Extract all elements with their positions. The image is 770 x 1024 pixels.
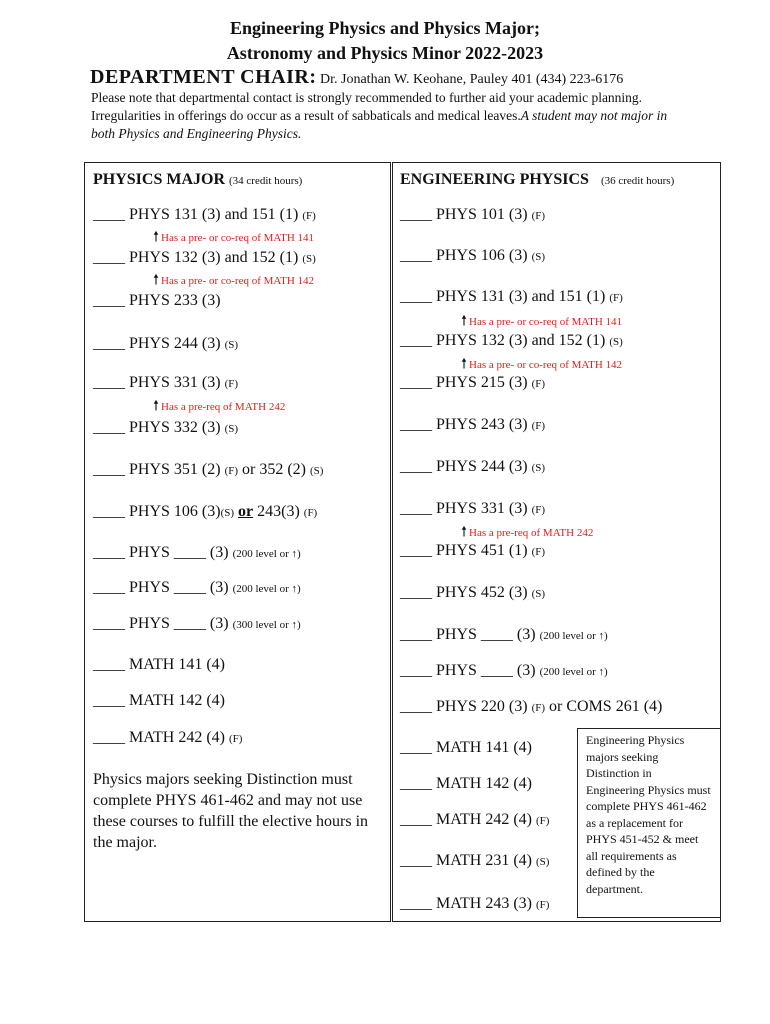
semester: (F) <box>609 292 623 304</box>
up-arrow-icon: 🠕 <box>461 314 468 329</box>
physics-course-14 <box>93 729 242 747</box>
course-text: ____ PHYS 131 (3) and 151 (1) <box>400 288 610 305</box>
physics-course-9 <box>93 544 301 562</box>
eng-course-4 <box>400 332 623 350</box>
physics-course-7 <box>93 461 323 479</box>
semester: (F) <box>531 504 546 516</box>
physics-course-2 <box>93 249 316 267</box>
physics-course-4 <box>93 335 238 353</box>
course-text: ____ PHYS 243 (3) <box>400 416 532 433</box>
course-text: ____ PHYS 101 (3) <box>400 206 532 223</box>
course-text: ____ PHYS ____ (3) <box>93 579 233 596</box>
semester: (F) <box>224 378 239 390</box>
physics-note-2 <box>153 269 314 293</box>
semester: (S) <box>531 588 546 600</box>
eng-course-6 <box>400 416 545 434</box>
semester: (F) <box>531 702 546 714</box>
course-text: ____ PHYS ____ (3) <box>400 626 540 643</box>
semester: (F) <box>302 210 316 222</box>
eng-course-5 <box>400 374 545 392</box>
eng-course-11 <box>400 626 608 644</box>
course-text-alt: 243(3) <box>253 503 304 520</box>
up-arrow-icon: 🠕 <box>461 357 468 372</box>
course-text: ____ MATH 142 (4) <box>93 692 225 709</box>
physics-major-heading <box>93 171 302 189</box>
note-text: Please note that departmental contact is strongly recommended to further aid your academic planning. Irregularities in offerings do occur as a result of sabbaticals and medical leaves. <box>91 90 643 123</box>
physics-course-13 <box>93 692 225 710</box>
physics-credits: (34 credit hours) <box>229 175 303 187</box>
course-text: ____ MATH 141 (4) <box>93 656 225 673</box>
semester: (F) <box>531 546 546 558</box>
course-text: ____ PHYS 233 (3) <box>93 292 221 309</box>
engineering-heading-text: ENGINEERING PHYSICS <box>400 171 589 188</box>
up-arrow-icon: 🠕 <box>153 273 160 288</box>
up-arrow-icon: 🠕 <box>461 525 468 540</box>
course-text: ____ PHYS 244 (3) <box>93 335 225 352</box>
department-note <box>91 89 671 143</box>
physics-course-6 <box>93 419 238 437</box>
eng-course-16 <box>400 811 549 829</box>
semester: (F) <box>531 420 546 432</box>
semester: (S) <box>224 423 239 435</box>
eng-course-13 <box>400 698 662 716</box>
eng-course-17 <box>400 852 549 870</box>
course-text: ____ PHYS 132 (3) and 152 (1) <box>93 249 303 266</box>
level: (200 level or ↑) <box>232 583 301 595</box>
course-text: ____ PHYS 332 (3) <box>93 419 225 436</box>
eng-course-12 <box>400 662 608 680</box>
eng-course-8 <box>400 500 545 518</box>
semester: (F) <box>536 815 550 827</box>
course-text: ____ MATH 141 (4) <box>400 739 532 756</box>
physics-heading-text: PHYSICS MAJOR <box>93 171 226 188</box>
note-text: Has a pre-req of MATH 242 <box>469 527 594 539</box>
note-italic: A student may not major in both Physics and Engineering Physics. <box>91 108 668 141</box>
department-chair <box>90 66 623 89</box>
physics-note-1 <box>153 226 314 250</box>
semester: (S) <box>224 339 239 351</box>
note-text: Has a pre- or co-req of MATH 141 <box>161 232 315 244</box>
course-text-alt: or COMS 261 (4) <box>545 698 663 715</box>
course-text: ____ PHYS 106 (3) <box>400 247 532 264</box>
title-line-1: Engineering Physics and Physics Major; <box>229 18 540 38</box>
semester: (S) <box>536 856 550 868</box>
course-text: ____ MATH 242 (4) <box>400 811 536 828</box>
course-text: ____ MATH 243 (3) <box>400 895 536 912</box>
course-text: ____ PHYS 131 (3) and 151 (1) <box>93 206 303 223</box>
eng-course-7 <box>400 458 545 476</box>
note-text: Has a pre-req of MATH 242 <box>161 401 286 413</box>
engineering-distinction-note: Engineering Physics majors seeking Distinction in Engineering Physics must complete PHYS 461-462 as a replacement for PHYS 451-452 & meet all requirements as defined by the department. <box>577 728 721 918</box>
note-text: Has a pre- or co-req of MATH 142 <box>161 275 315 287</box>
physics-course-10 <box>93 579 301 597</box>
physics-course-3 <box>93 292 221 310</box>
course-text: ____ PHYS ____ (3) <box>93 544 233 561</box>
semester: (F) <box>229 733 243 745</box>
course-text: ____ PHYS 215 (3) <box>400 374 532 391</box>
course-text: ____ PHYS 244 (3) <box>400 458 532 475</box>
up-arrow-icon: 🠕 <box>153 399 160 414</box>
note-text: Has a pre- or co-req of MATH 141 <box>469 316 623 328</box>
eng-course-3 <box>400 288 623 306</box>
semester-alt: (S) <box>310 465 324 477</box>
semester-alt: (F) <box>303 507 318 519</box>
course-text: ____ PHYS ____ (3) <box>93 615 233 632</box>
semester: (S) <box>531 462 546 474</box>
eng-course-1 <box>400 206 545 224</box>
course-text: ____ PHYS 132 (3) and 152 (1) <box>400 332 610 349</box>
eng-course-9 <box>400 542 545 560</box>
semester: (F) <box>531 210 546 222</box>
or-keyword: or <box>238 503 254 520</box>
semester: (S) <box>302 253 316 265</box>
physics-note-3 <box>153 395 285 419</box>
semester: (F) <box>531 378 546 390</box>
level: (200 level or ↑) <box>539 666 608 678</box>
course-text: ____ MATH 142 (4) <box>400 775 532 792</box>
course-text: ____ PHYS 331 (3) <box>93 374 225 391</box>
semester: (S) <box>531 251 546 263</box>
up-arrow-icon: 🠕 <box>153 230 160 245</box>
level: (300 level or ↑) <box>232 619 301 631</box>
physics-course-12 <box>93 656 225 674</box>
engineering-credits: (36 credit hours) <box>600 175 675 187</box>
title-line-2: Astronomy and Physics Minor 2022-2023 <box>226 43 544 63</box>
physics-distinction-note: Physics majors seeking Distinction must complete PHYS 461-462 and may not use these courses to fulfill the elective hours in the major. <box>93 771 369 851</box>
physics-course-8 <box>93 503 317 521</box>
semester: (S) <box>220 507 235 519</box>
physics-course-11 <box>93 615 301 633</box>
course-text: ____ PHYS 452 (3) <box>400 584 532 601</box>
course-text: ____ MATH 242 (4) <box>93 729 229 746</box>
level: (200 level or ↑) <box>539 630 608 642</box>
course-text: ____ PHYS 106 (3) <box>93 503 221 520</box>
chair-label: DEPARTMENT CHAIR: <box>90 66 317 88</box>
physics-course-1 <box>93 206 316 224</box>
course-text: ____ MATH 231 (4) <box>400 852 536 869</box>
semester: (S) <box>609 336 623 348</box>
note-text: Has a pre- or co-req of MATH 142 <box>469 359 623 371</box>
eng-note-1 <box>461 310 622 334</box>
course-text: ____ PHYS 351 (2) <box>93 461 225 478</box>
semester: (F) <box>536 899 550 911</box>
level: (200 level or ↑) <box>232 548 301 560</box>
eng-course-10 <box>400 584 545 602</box>
course-text: ____ PHYS 220 (3) <box>400 698 532 715</box>
eng-course-14 <box>400 739 532 757</box>
course-text: ____ PHYS 451 (1) <box>400 542 532 559</box>
eng-course-15 <box>400 775 532 793</box>
course-text-alt: or 352 (2) <box>238 461 310 478</box>
course-text: ____ PHYS 331 (3) <box>400 500 532 517</box>
physics-course-5 <box>93 374 238 392</box>
course-text: ____ PHYS ____ (3) <box>400 662 540 679</box>
semester: (F) <box>224 465 239 477</box>
chair-info: Dr. Jonathan W. Keohane, Pauley 401 (434) 223-6176 <box>320 72 624 87</box>
eng-course-18 <box>400 895 549 913</box>
eng-course-2 <box>400 247 545 265</box>
engineering-physics-heading <box>400 171 674 189</box>
